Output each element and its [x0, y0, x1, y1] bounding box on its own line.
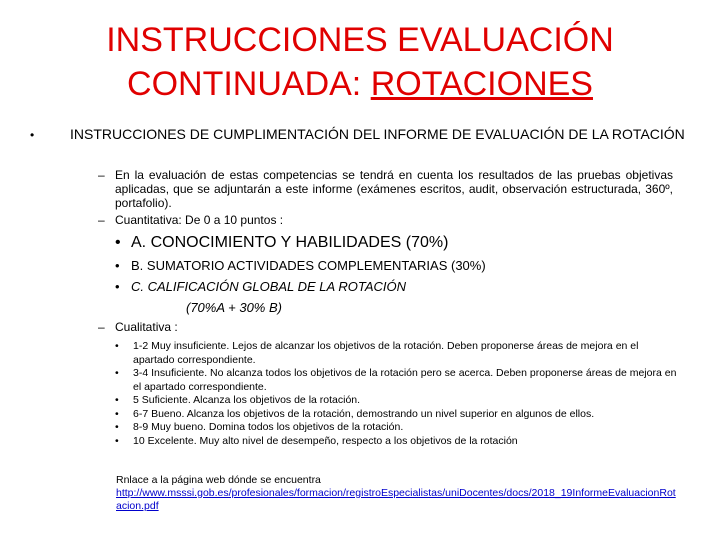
intro-text: En la evaluación de estas competencias se tendrá en cuenta los resultados de las pruebas objetivas aplicadas, que se adjuntarán a este informe (exámenes escritos, audit, observación estructurada, 360º, portafolio). [115, 168, 673, 210]
intro-dash: – [98, 168, 105, 182]
item-b-text: B. SUMATORIO ACTIVIDADES COMPLEMENTARIAS (30%) [131, 258, 486, 273]
slide-title [0, 18, 720, 106]
title-line-1: INSTRUCCIONES EVALUACIÓN [106, 21, 614, 59]
qualitative-scale-list [115, 340, 680, 448]
item-c [115, 279, 406, 295]
list-bullet: • [115, 434, 119, 447]
cuantitativa-dash: – [98, 213, 105, 227]
item-b-bullet: • [115, 258, 120, 273]
list-item-text: 6-7 Bueno. Alcanza los objetivos de la rotación, demostrando un nivel superior en algunos de ellos. [133, 407, 595, 420]
title-line-2 [0, 62, 720, 106]
main-bullet-text: INSTRUCCIONES DE CUMPLIMENTACIÓN DEL INFORME DE EVALUACIÓN DE LA ROTACIÓN [70, 126, 685, 142]
main-bullet-glyph: • [30, 128, 35, 142]
list-item-text: 3-4 Insuficiente. No alcanza todos los objetivos de la rotación pero se acerca. Deben proponerse áreas de mejora en el apartado correspondiente. [133, 367, 677, 393]
item-a-bullet: • [115, 234, 121, 251]
list-item [115, 340, 680, 367]
item-c-formula: (70%A + 30% B) [186, 300, 282, 315]
list-item-text: 1-2 Muy insuficiente. Lejos de alcanzar los objetivos de la rotación. Deben proponerse áreas de mejora en el apartado correspondiente. [133, 340, 639, 366]
item-a [115, 233, 448, 253]
report-pdf-link[interactable]: http://www.msssi.gob.es/profesionales/formacion/registroEspecialistas/uniDocentes/docs/2018_19InformeEvaluacionRotacion.pdf [116, 487, 676, 512]
list-item [115, 367, 680, 394]
list-item [115, 408, 680, 422]
cuantitativa-text: Cuantitativa: De 0 a 10 puntos : [115, 213, 284, 227]
list-item-text: 10 Excelente. Muy alto nivel de desempeño, respecto a los objetivos de la rotación [133, 434, 518, 447]
item-c-bullet: • [115, 279, 120, 294]
cualitativa-text: Cualitativa : [115, 320, 178, 334]
item-c-text: C. CALIFICACIÓN GLOBAL DE LA ROTACIÓN [131, 279, 406, 294]
list-item [115, 394, 680, 408]
list-item-text: 8-9 Muy bueno. Domina todos los objetivos de la rotación. [133, 421, 404, 433]
cualitativa-dash: – [98, 320, 105, 334]
list-bullet: • [115, 340, 119, 352]
title-line-2-b: ROTACIONES [370, 65, 593, 103]
list-item [115, 435, 680, 449]
list-bullet: • [115, 367, 119, 379]
item-a-text: A. CONOCIMIENTO Y HABILIDADES (70%) [131, 234, 449, 251]
reference-link-block [116, 474, 681, 513]
item-b [115, 258, 486, 274]
link-label: Rnlace a la página web dónde se encuentra [116, 474, 321, 486]
list-item [115, 421, 680, 435]
list-item-text: 5 Suficiente. Alcanza los objetivos de la rotación. [133, 394, 361, 406]
list-bullet: • [115, 421, 119, 433]
title-line-2-a: CONTINUADA: [127, 65, 371, 103]
list-bullet: • [115, 394, 119, 406]
list-bullet: • [115, 407, 119, 420]
